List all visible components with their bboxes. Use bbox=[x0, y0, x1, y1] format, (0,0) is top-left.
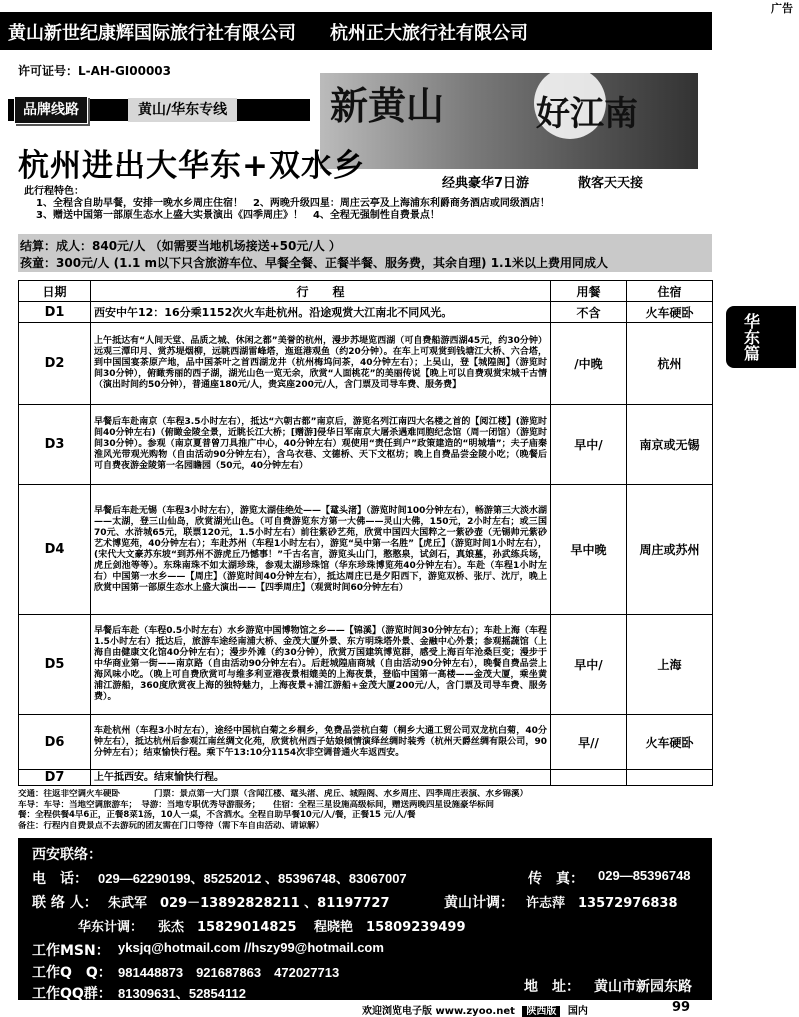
side-tab-label: 华东篇 bbox=[744, 312, 761, 363]
company-name-2: 杭州正大旅行社有限公司 bbox=[330, 23, 528, 44]
address-label: 地 址： bbox=[524, 979, 580, 995]
day-lodging bbox=[627, 770, 713, 786]
route-label: 黄山/华东专线 bbox=[128, 98, 237, 122]
region-side-tab bbox=[726, 306, 796, 368]
day-label: D7 bbox=[19, 770, 91, 786]
header-meals: 用餐 bbox=[551, 281, 627, 302]
header-itinerary: 行 程 bbox=[91, 281, 551, 302]
day-label: D2 bbox=[19, 323, 91, 405]
day-meals: 不含 bbox=[551, 302, 627, 323]
day-description: 西安中午12：16分乘1152次火车赴杭州。沿途观赏大江南北不同风光。 bbox=[91, 302, 551, 323]
qq-group-numbers: 81309631、52854112 bbox=[118, 986, 246, 1001]
contact-person: 朱武军 029－13892828211 、81197727 bbox=[108, 896, 390, 911]
table-row bbox=[19, 715, 713, 770]
contact-panel bbox=[18, 838, 712, 1000]
header-bar bbox=[0, 14, 712, 50]
header-date: 日期 bbox=[19, 281, 91, 302]
day-meals: 早// bbox=[551, 715, 627, 770]
logo-calligraphy bbox=[320, 73, 698, 169]
day-lodging: 火车硬卧 bbox=[627, 302, 713, 323]
table-row bbox=[19, 302, 713, 323]
day-meals: 早中/ bbox=[551, 405, 627, 485]
msn-label: 工作MSN： bbox=[32, 943, 110, 959]
features-heading: 此行程特色： bbox=[24, 186, 84, 197]
note-line: 车导：车导：当地空调旅游车； 导游：当地专职优秀导游服务； 住宿：全程三星设施高级标间，赠送两晚四星设施豪华标间 bbox=[18, 799, 495, 810]
note-line: 交通：往返非空调火车硬卧 门票：景点第一大门票（含闻江楼、鼋头渚、虎丘、城隍阁、水乡周庄、四季周庄表演、水乡锦溪） bbox=[18, 789, 529, 799]
ad-tag: 广告 bbox=[771, 2, 793, 15]
day-meals: 早中/ bbox=[551, 615, 627, 715]
table-row bbox=[19, 770, 713, 786]
features-line-2: 3、赠送中国第一部原生态水上盛大实景演出《四季周庄》！ 4、全程无强制性自费景点！ bbox=[36, 210, 440, 221]
huangshan-label: 黄山计调： bbox=[444, 895, 514, 911]
table-row bbox=[19, 485, 713, 615]
qq-numbers: 981448873 921687863 472027713 bbox=[118, 965, 340, 980]
license-number: 许可证号：L-AH-GI00003 bbox=[18, 64, 172, 78]
day-lodging: 杭州 bbox=[627, 323, 713, 405]
day-meals bbox=[551, 770, 627, 786]
note-line: 备注：行程内自费景点不去游玩的团友需在门口等待（需下车自由活动、请谅解） bbox=[18, 820, 325, 831]
fax-label: 传 真： bbox=[528, 871, 584, 887]
footer bbox=[362, 1002, 588, 1017]
huangshan-contact: 许志萍 13572976838 bbox=[526, 896, 678, 911]
day-description: 车赴杭州（车程3小时左右），途经中国杭白菊之乡桐乡，免费品尝杭白菊（桐乡大通工贸公司双龙杭白菊，40分钟左右），抵达杭州后参观江南丝绸文化苑，欣赏杭州西子姑娘倾情演绎丝绸时装秀（杭州天爵丝绸有限公司，90分钟左右）；结束愉快行程。乘下午13:10分1154次非空调普通火车返西安。 bbox=[91, 715, 551, 770]
huadong-contact: 张杰 15829014825 程晓艳 15809239499 bbox=[158, 920, 466, 935]
tour-schedule: 散客天天接 bbox=[578, 176, 644, 191]
qq-group-label: 工作QQ群： bbox=[32, 986, 112, 1002]
day-meals: /中晚 bbox=[551, 323, 627, 405]
table-header-row bbox=[19, 281, 713, 302]
msn-accounts: yksjq@hotmail.com //hszy99@hotmail.com bbox=[118, 940, 384, 955]
tour-subtitle: 经典豪华7日游 bbox=[442, 176, 530, 191]
features-line-1: 1、全程含自助早餐，安排一晚水乡周庄住宿！ 2、两晚升级四星：周庄云亭及上海浦东利爵商务酒店或同级酒店！ bbox=[36, 198, 550, 209]
qq-label: 工作Q Q： bbox=[32, 965, 112, 981]
price-child: 孩童：300元/人 (1.1 m以下只含旅游车位、早餐全餐、正餐半餐、服务费，其余自理) 1.1米以上费用同成人 bbox=[20, 256, 608, 270]
table-row bbox=[19, 323, 713, 405]
price-adult: 结算：成人：840元/人 （如需要当地机场接送+50元/人 ） bbox=[20, 239, 341, 253]
logo-banner bbox=[320, 73, 698, 169]
tour-notes bbox=[18, 789, 712, 831]
phone-numbers: 029—62290199、85252012 、85396748、83067007 bbox=[98, 871, 407, 886]
day-description: 早餐后车赴（车程0.5小时左右）水乡游览中国博物馆之乡——【锦溪】（游览时间30分钟左右）；车赴上海（车程1.5小时左右）抵达后，旅游车途经南浦大桥、金茂大厦外景、东方明珠塔外景、金融中心外景；参观摇蔬馆（上海自由健康文化馆40分钟左右）；漫步外滩（约30分钟），欣赏万国建筑博览群，感受上海百年沧桑巨变；漫步于中华商业第一街——南京路（自由活动90分钟左右）。后赶城隍庙商城（自由活动90分钟左右），晚餐自费品尝上海风味小吃。（晚上可自费欣赏可与维多利亚港夜景相媲美的上海夜景，登临中国第一高楼——金茂大厦，乘坐黄浦江游船，360度欣赏夜上海的独特魅力，上海夜景+浦江游船+金茂大厦200元/人，含门票及司导车费、服务费）。 bbox=[91, 615, 551, 715]
day-lodging: 上海 bbox=[627, 615, 713, 715]
day-description: 早餐后车赴无锡（车程3小时左右），游览太湖佳绝处——【鼋头渚】（游览时间100分钟左右），畅游第三大淡水湖——太湖，登三山仙岛，欣赏湖光山色。（可自费游览东方第一大佛——灵山大佛，150元，2小时左右；或三国70元、水浒城65元，联票120元，1.5小时左右）前往紫砂艺苑，欣赏中国四大国粹之一紫砂壶（无锡帅元紫砂艺术博览苑，40分钟左右）；车赴苏州（车程1小时左右），游览“吴中第一名胜”【虎丘】（游览时间1小时左右），(宋代大文豪苏东坡“到苏州不游虎丘乃憾事！”千古名言，游览头山门，憨憨泉，试剑石，真娘墓，孙武练兵场，虎丘剑池等等）。东珠南珠不如太湖珍珠，参观太湖珍珠馆（华东珍珠博览苑40分钟左右）。车赴（车程1小时左右）中国第一水乡——【周庄】（游览时间40分钟左右），抵达周庄已是夕阳西下，游览双桥、张厅、沈厅，晚上欣赏中国第一部原生态水上盛大演出——【四季周庄】（观赏时间60分钟左右） bbox=[91, 485, 551, 615]
huadong-label: 华东计调： bbox=[78, 920, 144, 935]
page-number: 99 bbox=[672, 1000, 691, 1015]
logo-text-2: 好江南 bbox=[536, 94, 638, 134]
page-title: 杭州进出大华东+双水乡 bbox=[18, 148, 365, 184]
table-row bbox=[19, 405, 713, 485]
day-label: D5 bbox=[19, 615, 91, 715]
day-lodging: 周庄或苏州 bbox=[627, 485, 713, 615]
section-label: 国内 bbox=[567, 1006, 588, 1017]
day-label: D3 bbox=[19, 405, 91, 485]
fax-number: 029—85396748 bbox=[598, 868, 691, 883]
note-line: 餐：全程供餐4早6正，正餐8菜1汤，10人一桌，不含酒水。全程自助早餐10元/人/餐，正餐15 元/人/餐 bbox=[18, 810, 416, 820]
header-lodging: 住宿 bbox=[627, 281, 713, 302]
contact-person-label: 联 络 人： bbox=[32, 895, 98, 911]
day-lodging: 火车硬卧 bbox=[627, 715, 713, 770]
contact-heading: 西安联络： bbox=[32, 847, 102, 863]
day-meals: 早中晚 bbox=[551, 485, 627, 615]
itinerary-table bbox=[18, 280, 713, 786]
phone-label: 电 话： bbox=[32, 871, 88, 887]
brand-label: 品牌线路 bbox=[14, 96, 88, 124]
day-description: 上午抵西安。结束愉快行程。 bbox=[91, 770, 551, 786]
day-label: D6 bbox=[19, 715, 91, 770]
day-label: D4 bbox=[19, 485, 91, 615]
day-lodging: 南京或无锡 bbox=[627, 405, 713, 485]
logo-text-1: 新黄山 bbox=[330, 83, 445, 128]
day-description: 早餐后车赴南京（车程3.5小时左右），抵达“六朝古都”南京后，游览名列江南四大名楼之首的【阅江楼】(游览时间40分钟左右)（俯瞰金陵全景，近眺长江大桥；[赠游]侵华日军南京大屠杀遇难同胞纪念馆（周一闭馆）（游览时间30分钟）。参观（南京夏普曾刀具推广中心，40分钟左右）观使用“责任到户”政策建造的“明城墙”；夫子庙秦淮风光带观光购物（自由活动90分钟左右），含乌衣巷、文德桥、天下文枢坊；晚上自费品尝金陵小吃；（晚餐后可自费夜游金陵第一名园瞻园（50元，40分钟左右） bbox=[91, 405, 551, 485]
address: 黄山市新园东路 bbox=[594, 979, 692, 995]
footer-text: 欢迎浏览电子版 www.zyoo.net bbox=[362, 1006, 515, 1017]
day-label: D1 bbox=[19, 302, 91, 323]
table-row bbox=[19, 615, 713, 715]
edition-badge: 陕西版 bbox=[522, 1006, 560, 1017]
company-name-1: 黄山新世纪康辉国际旅行社有限公司 bbox=[8, 23, 296, 44]
day-description: 上午抵达有“人间天堂、品质之城、休闲之都”美誉的杭州，漫步苏堤览西湖（可自费船游西湖45元，约30分钟）远观三潭印月、赏苏堤烟柳，远眺西湖雷峰塔，迤逛港观鱼（约20分钟）。在车上可观赏到钱塘江大桥、六合塔，到中国国宴茶原产地，品中国茶叶之首西湖龙井（杭州梅坞问茶，40分钟左右）；上吴山，登【城隍阁】（游览时间30分钟），俯瞰秀丽的西子湖，湖光山色一览无余，欣赏“人面桃花”的美丽传说【晚上可以自费观赏宋城千古情（演出时间约50分钟），普通座180元/人，贵宾座200元/人，含门票及司导车费、服务费】 bbox=[91, 323, 551, 405]
